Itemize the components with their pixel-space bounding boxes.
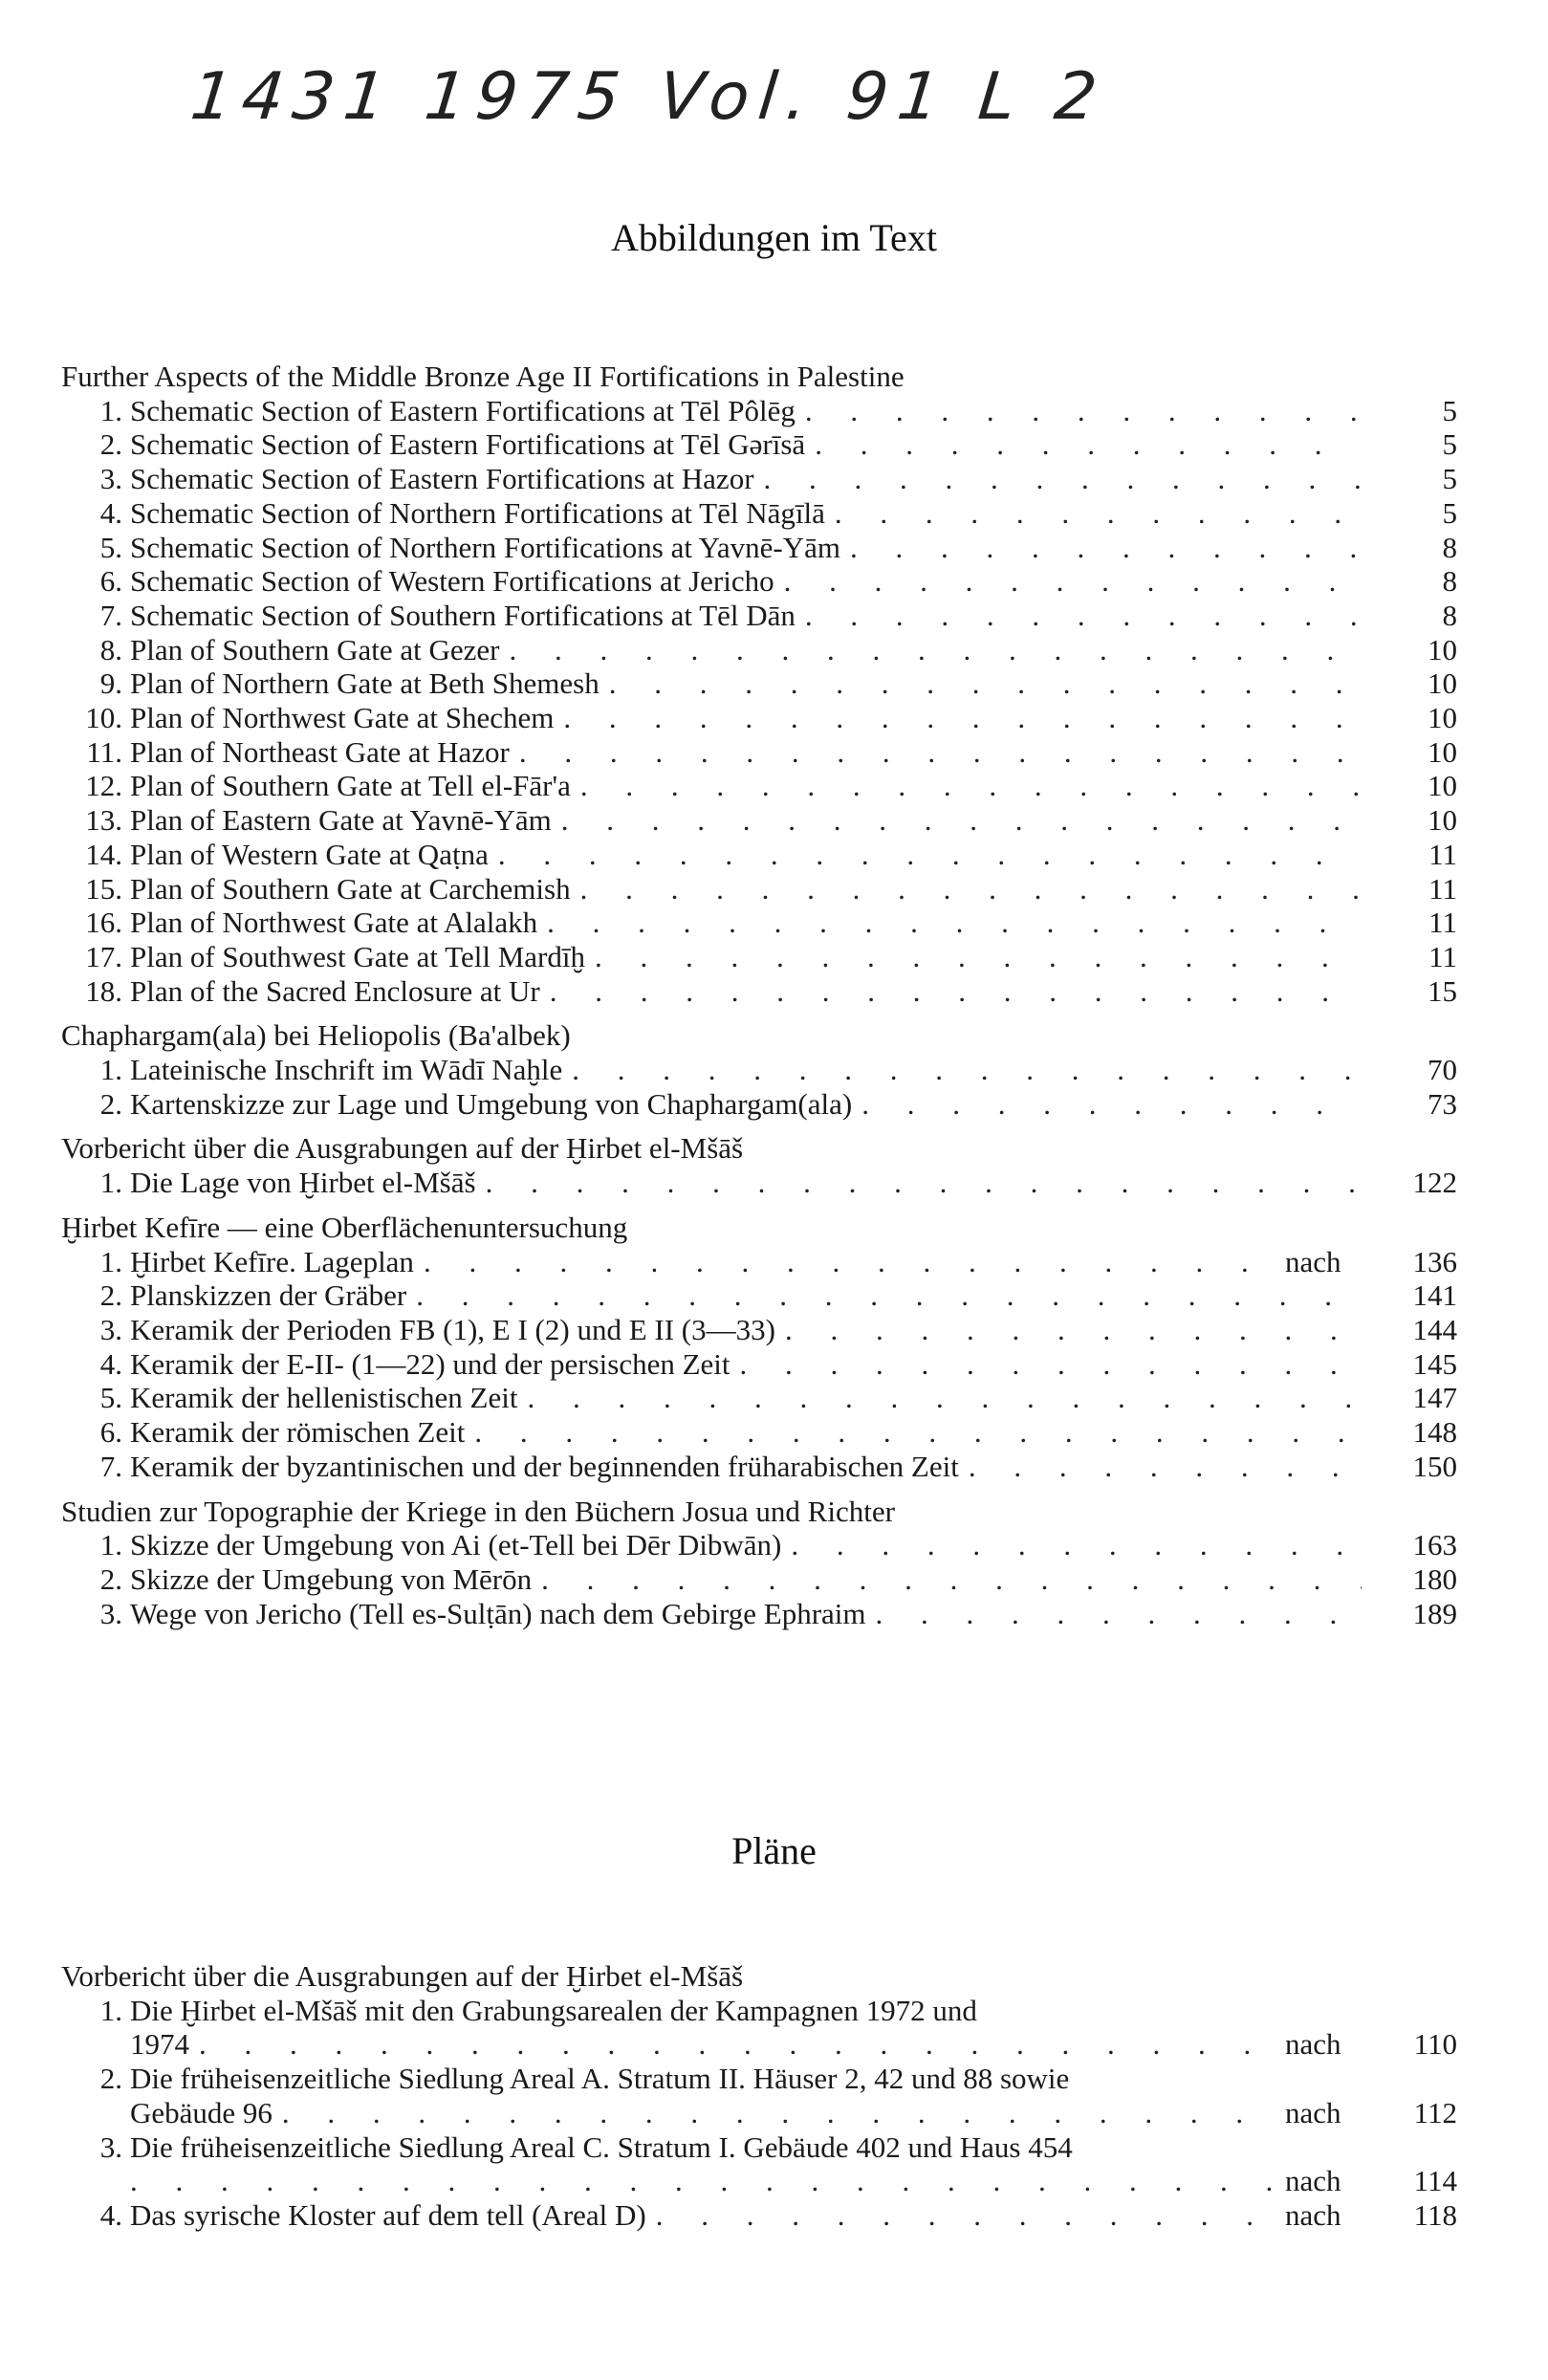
entry-number: 2. <box>99 2062 122 2096</box>
entry-number: 10. <box>85 701 122 735</box>
entry-number: 17. <box>85 939 122 973</box>
entry-number: 13. <box>85 803 122 838</box>
leader-dots <box>563 701 1362 735</box>
toc-entry <box>61 803 1457 838</box>
entry-title: Keramik der E-II- (1—22) und der persischen Zeit <box>130 1346 730 1381</box>
entry-number: 2. <box>99 1086 122 1121</box>
entry-page: 10 <box>1428 769 1457 803</box>
leader-dots <box>764 462 1362 496</box>
leader-dots <box>876 1597 1362 1631</box>
leader-dots <box>561 803 1362 838</box>
entry-number: 5. <box>99 530 122 564</box>
entry-number: 2. <box>99 1278 122 1313</box>
entry-title: Die früheisenzeitliche Siedlung Areal C. Stratum I. Gebäude 402 und Haus 454 <box>130 2129 1073 2164</box>
toc-entry <box>61 531 1457 565</box>
entry-page: 141 <box>1412 1278 1457 1313</box>
toc-entry <box>61 735 1457 770</box>
entry-title: Plan of Northern Gate at Beth Shemesh <box>130 666 600 701</box>
entry-number: 11. <box>86 734 122 769</box>
leader-dots <box>550 974 1362 1009</box>
entry-title: Schematic Section of Eastern Fortifications at Tēl Pôlēg <box>130 393 796 427</box>
entry-page: 145 <box>1412 1346 1457 1381</box>
entry-page: 8 <box>1442 530 1457 564</box>
entry-number: 5. <box>99 1381 122 1415</box>
entry-page: 122 <box>1412 1166 1457 1200</box>
section-title: Studien zur Topographie der Kriege in den Büchern Josua und Richter <box>61 1494 895 1528</box>
entry-title: Die Ḫirbet el-Mšāš mit den Grabungsarealen der Kampagnen 1972 und <box>130 1993 977 2027</box>
entry-number: 3. <box>99 1312 122 1346</box>
entry-number: 3. <box>99 462 122 496</box>
toc-entry <box>61 1087 1457 1122</box>
entry-title: Plan of Southwest Gate at Tell Mardīḫ <box>130 939 585 973</box>
entry-title: Schematic Section of Northern Fortifications at Tēl Nāgīlā <box>130 495 825 530</box>
entry-title: Keramik der römischen Zeit <box>130 1415 466 1450</box>
entry-number: 16. <box>85 906 122 940</box>
entry-number: 7. <box>99 1449 122 1483</box>
entry-title-continued: 1974 <box>130 2027 189 2062</box>
toc-entry <box>61 1166 1457 1200</box>
entry-title: Schematic Section of Northern Fortifications at Yavnē-Yām <box>130 530 840 564</box>
leader-dots <box>835 496 1362 531</box>
entry-title: Die frühеisenzeitliche Siedlung Areal A. Stratum II. Häuser 2, 42 und 88 sowie <box>130 2062 1070 2096</box>
entry-title: Plan of Southern Gate at Carchemish <box>130 871 571 906</box>
toc-entry <box>61 1347 1457 1382</box>
toc-entry <box>61 872 1457 906</box>
leader-dots <box>656 2198 1275 2233</box>
leader-dots <box>785 1313 1362 1347</box>
entry-title: Plan of Northwest Gate at Shechem <box>130 701 555 735</box>
entry-number: 4. <box>99 2197 122 2232</box>
entry-number: 6. <box>99 564 122 599</box>
leader-dots <box>541 1562 1362 1597</box>
entry-number: 3. <box>99 2129 122 2164</box>
toc-entry <box>61 666 1457 701</box>
entry-number: 18. <box>85 973 122 1008</box>
entry-title: Plan of Northeast Gate at Hazor <box>130 734 510 769</box>
entry-title: Schematic Section of Eastern Fortifications at Tēl Gərīsā <box>130 427 806 462</box>
entry-title: Keramik der Perioden FB (1), E I (2) und E II (3—33) <box>130 1312 775 1346</box>
toc-entry <box>61 599 1457 633</box>
toc-entry <box>61 940 1457 974</box>
entry-number: 12. <box>85 769 122 803</box>
leader-dots <box>474 1415 1362 1450</box>
leader-dots <box>580 769 1362 803</box>
entry-page: 189 <box>1412 1596 1457 1630</box>
entry-title-continued: Gebäude 96 <box>130 2095 273 2129</box>
section-title: Vorbericht über die Ausgrabungen auf der Ḫirbet el-Mšāš <box>61 1131 744 1166</box>
entry-title: Wege von Jericho (Tell es-Sulṭān) nach dem Gebirge Ephraim <box>130 1596 866 1630</box>
leader-dots <box>498 838 1362 872</box>
entry-title: Kartenskizze zur Lage und Umgebung von Chaphargam(ala) <box>130 1086 853 1121</box>
entry-number: 1. <box>99 1528 122 1562</box>
toc-entry <box>61 906 1457 940</box>
leader-dots <box>969 1450 1362 1484</box>
entry-number: 15. <box>85 871 122 906</box>
leader-dots <box>595 940 1362 974</box>
entry-page: 15 <box>1428 973 1457 1008</box>
leader-dots <box>850 531 1362 565</box>
entry-page: 180 <box>1412 1561 1457 1596</box>
entry-page: 10 <box>1428 803 1457 838</box>
entry-page: 5 <box>1442 393 1457 427</box>
plan-entry-1 <box>61 1994 1457 2062</box>
entry-number: 6. <box>99 1415 122 1450</box>
heading-text-figures: Abbildungen im Text <box>611 216 937 259</box>
leader-dots <box>199 2027 1275 2062</box>
entry-page: 150 <box>1412 1449 1457 1483</box>
leader-dots <box>527 1381 1362 1415</box>
entry-page: 10 <box>1428 734 1457 769</box>
leader-dots <box>572 1053 1362 1087</box>
heading-plans: Pläne <box>731 1829 817 1872</box>
leader-dots <box>740 1347 1362 1382</box>
plan-entry-3 <box>61 2130 1457 2198</box>
leader-dots <box>282 2096 1275 2130</box>
entry-number: 8. <box>99 632 122 666</box>
entry-page: 114 <box>1413 2164 1457 2198</box>
entry-number: 1. <box>99 1244 122 1278</box>
entry-title: Lateinische Inschrift im Wādī Naḫle <box>130 1053 563 1087</box>
entry-page: 11 <box>1428 837 1457 871</box>
entry-number: 7. <box>99 598 122 632</box>
entry-page: 10 <box>1428 632 1457 666</box>
entry-title: Keramik der byzantinischen und der beginnenden früharabischen Zeit <box>130 1449 959 1483</box>
entry-title: Schematic Section of Southern Fortifications at Tēl Dān <box>130 598 796 632</box>
entry-title: Das syrische Kloster auf dem tell (Areal D) <box>130 2197 646 2232</box>
entry-number: 1. <box>99 1166 122 1200</box>
entry-title: Skizze der Umgebung von Ai (et-Tell bei Dēr Dibwān) <box>130 1528 782 1562</box>
entry-page: 118 <box>1413 2197 1457 2232</box>
plan-entry-4 <box>61 2198 1457 2233</box>
entry-page: 163 <box>1412 1528 1457 1562</box>
leader-dots <box>815 427 1362 462</box>
entry-page: 11 <box>1428 906 1457 940</box>
toc-entry <box>61 1313 1457 1347</box>
entry-page: 8 <box>1442 598 1457 632</box>
entry-page: 11 <box>1428 871 1457 906</box>
entry-title: Plan of Western Gate at Qaṭna <box>130 837 489 871</box>
entry-title: Schematic Section of Eastern Fortifications at Hazor <box>130 462 754 496</box>
leader-dots <box>791 1528 1362 1562</box>
toc-entry <box>61 974 1457 1009</box>
leader-dots <box>486 1166 1362 1200</box>
entry-nach: nach <box>1285 1244 1341 1278</box>
entry-nach: nach <box>1285 2095 1341 2129</box>
toc-entry <box>61 564 1457 599</box>
toc-entry <box>61 1597 1457 1631</box>
toc-entry <box>61 769 1457 803</box>
entry-page: 112 <box>1413 2095 1457 2129</box>
leader-dots <box>580 872 1362 906</box>
leader-dots <box>519 735 1362 770</box>
entry-number: 4. <box>99 1346 122 1381</box>
entry-page: 147 <box>1412 1381 1457 1415</box>
toc-entry <box>61 1528 1457 1562</box>
section-title: Further Aspects of the Middle Bronze Age II Fortifications in Palestine <box>61 360 905 393</box>
plan-entry-2 <box>61 2062 1457 2129</box>
section-title: Ḫirbet Kefīre — eine Oberflächenuntersuchung <box>61 1210 628 1244</box>
entry-title: Keramik der hellenistischen Zeit <box>130 1381 518 1415</box>
entry-nach: nach <box>1285 2027 1341 2062</box>
entry-title: Plan of Northwest Gate at Alalakh <box>130 906 538 940</box>
leader-dots <box>861 1087 1362 1122</box>
entry-title: Skizze der Umgebung von Mērōn <box>130 1561 533 1596</box>
leader-dots <box>609 666 1362 701</box>
leader-dots <box>547 906 1362 940</box>
entry-number: 1. <box>99 1993 122 2027</box>
entry-title: Plan of Eastern Gate at Yavnē-Yām <box>130 803 552 838</box>
entry-page: 70 <box>1428 1053 1457 1087</box>
entry-page: 5 <box>1442 462 1457 496</box>
leader-dots <box>130 2164 1275 2198</box>
entry-title: Die Lage von Ḫirbet el-Mšāš <box>130 1166 476 1200</box>
toc-entry <box>61 1245 1457 1279</box>
toc-entry <box>61 1381 1457 1415</box>
toc-entry <box>61 633 1457 667</box>
text-figures-list <box>61 360 1457 1630</box>
entry-number: 2. <box>99 1561 122 1596</box>
leader-dots <box>805 599 1362 633</box>
toc-entry <box>61 462 1457 496</box>
section-title: Chaphargam(ala) bei Heliopolis (Ba'albek) <box>61 1018 571 1053</box>
entry-nach: nach <box>1285 2164 1341 2198</box>
entry-page: 144 <box>1412 1312 1457 1346</box>
toc-entry <box>61 701 1457 735</box>
entry-number: 4. <box>99 495 122 530</box>
entry-title: Planskizzen der Gräber <box>130 1278 407 1313</box>
leader-dots <box>805 394 1362 428</box>
toc-entry <box>61 1450 1457 1484</box>
entry-page: 136 <box>1412 1244 1457 1278</box>
entry-page: 11 <box>1428 939 1457 973</box>
toc-entry <box>61 1278 1457 1313</box>
entry-title: Schematic Section of Western Fortifications at Jericho <box>130 564 774 599</box>
toc-entry <box>61 838 1457 872</box>
entry-page: 10 <box>1428 666 1457 701</box>
entry-page: 5 <box>1442 427 1457 462</box>
entry-number: 9. <box>99 666 122 701</box>
entry-nach: nach <box>1285 2197 1341 2232</box>
leader-dots <box>784 564 1362 599</box>
toc-entry <box>61 1053 1457 1087</box>
entry-title: Ḫirbet Kefīre. Lageplan <box>130 1244 414 1278</box>
entry-page: 110 <box>1413 2027 1457 2062</box>
entry-title: Plan of Southern Gate at Gezer <box>130 632 500 666</box>
entry-number: 3. <box>99 1596 122 1630</box>
entry-page: 73 <box>1428 1086 1457 1121</box>
toc-entry <box>61 1562 1457 1597</box>
entry-number: 2. <box>99 427 122 462</box>
leader-dots <box>510 633 1362 667</box>
leader-dots <box>416 1278 1362 1313</box>
entry-number: 1. <box>99 1053 122 1087</box>
entry-page: 10 <box>1428 701 1457 735</box>
entry-page: 148 <box>1412 1415 1457 1450</box>
entry-number: 14. <box>85 837 122 871</box>
toc-entry <box>61 427 1457 462</box>
entry-page: 8 <box>1442 564 1457 599</box>
toc-entry <box>61 496 1457 531</box>
toc-entry <box>61 394 1457 428</box>
entry-number: 1. <box>99 393 122 427</box>
leader-dots <box>424 1245 1275 1279</box>
handwritten-call-number: 1431 1975 Vol. 91 L 2 <box>186 59 1110 135</box>
plans-list <box>61 1959 1457 2233</box>
plans-section-title: Vorbericht über die Ausgrabungen auf der Ḫirbet el-Mšāš <box>61 1959 744 1993</box>
entry-title: Plan of Southern Gate at Tell el-Fār'a <box>130 769 571 803</box>
entry-page: 5 <box>1442 495 1457 530</box>
toc-entry <box>61 1415 1457 1450</box>
entry-title: Plan of the Sacred Enclosure at Ur <box>130 973 540 1008</box>
